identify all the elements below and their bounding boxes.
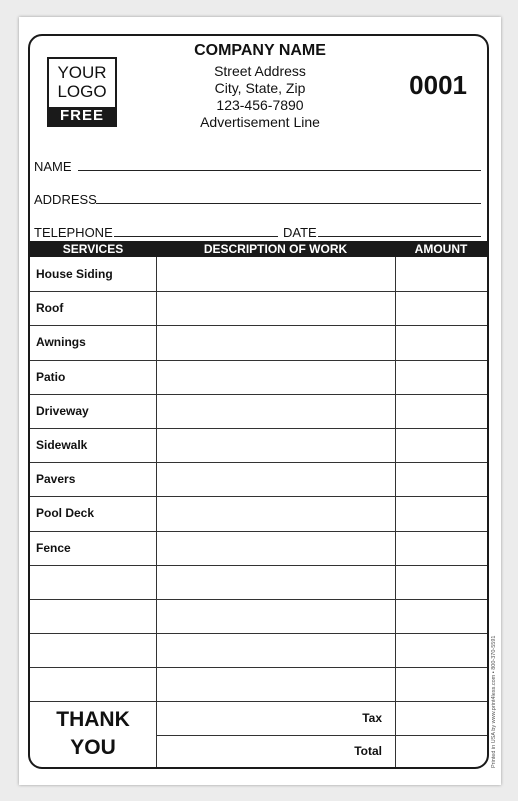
column-divider: [156, 257, 157, 701]
amount-cell[interactable]: [397, 428, 487, 461]
service-label: Roof: [36, 301, 64, 316]
row-divider: [30, 428, 487, 429]
description-cell[interactable]: [158, 291, 394, 324]
description-cell[interactable]: [158, 633, 394, 666]
row-divider: [30, 633, 487, 634]
row-divider: [30, 531, 487, 532]
amount-cell[interactable]: [397, 565, 487, 598]
logo-free-badge: FREE: [49, 107, 115, 125]
company-phone: 123-456-7890: [216, 97, 304, 113]
service-label: Driveway: [36, 403, 89, 418]
service-label: House Siding: [36, 267, 113, 281]
amount-header: AMOUNT: [414, 242, 468, 256]
description-cell[interactable]: [158, 565, 394, 598]
logo-line-1: YOUR: [57, 63, 107, 82]
row-divider: [30, 599, 487, 600]
description-cell[interactable]: [158, 394, 394, 427]
amount-cell[interactable]: [397, 257, 487, 290]
amount-cell[interactable]: [397, 325, 487, 358]
service-label: Pool Deck: [36, 506, 95, 521]
tax-total-divider: [395, 701, 396, 767]
service-label: Sidewalk: [36, 438, 88, 452]
description-cell[interactable]: [158, 257, 394, 290]
service-label: Patio: [36, 369, 66, 384]
thank-text: THANK: [56, 708, 130, 731]
form-number: 0001: [409, 70, 467, 100]
amount-cell[interactable]: [397, 531, 487, 564]
amount-cell[interactable]: [397, 360, 487, 393]
advertisement-line: Advertisement Line: [200, 114, 320, 130]
company-street: Street Address: [214, 63, 306, 79]
telephone-label: TELEPHONE: [34, 225, 113, 240]
table-header: [30, 241, 487, 257]
description-cell[interactable]: [158, 462, 394, 495]
address-label: ADDRESS: [34, 192, 97, 207]
row-divider: [30, 394, 487, 395]
printer-note: Printed in USA by www.print4less.com • 800-370-5591: [491, 635, 497, 768]
services-header: SERVICES: [62, 242, 124, 256]
company-city: City, State, Zip: [214, 80, 306, 96]
thank-divider: [156, 701, 157, 767]
amount-cell[interactable]: [397, 633, 487, 666]
amount-cell[interactable]: [397, 667, 487, 700]
logo-line-2: LOGO: [57, 82, 107, 101]
description-cell[interactable]: [158, 360, 394, 393]
amount-cell[interactable]: [397, 394, 487, 427]
amount-cell[interactable]: [397, 291, 487, 324]
tax-label: Tax: [362, 711, 382, 725]
description-cell[interactable]: [158, 496, 394, 529]
row-divider: [30, 462, 487, 463]
name-line[interactable]: [78, 170, 481, 171]
description-cell[interactable]: [158, 428, 394, 461]
tax-row-line: [156, 735, 487, 736]
amount-cell[interactable]: [397, 462, 487, 495]
date-line[interactable]: [318, 236, 481, 237]
logo-placeholder: [47, 57, 117, 127]
you-text: YOU: [70, 736, 116, 759]
description-cell[interactable]: [158, 531, 394, 564]
amount-cell[interactable]: [397, 496, 487, 529]
footer-top-line: [30, 701, 487, 702]
form-frame: [28, 34, 489, 769]
row-divider: [30, 496, 487, 497]
name-label: NAME: [34, 159, 72, 174]
total-label: Total: [354, 744, 382, 758]
company-name: COMPANY NAME: [194, 42, 326, 59]
service-label: Awnings: [36, 335, 86, 350]
row-divider: [30, 291, 487, 292]
description-cell[interactable]: [158, 325, 394, 358]
row-divider: [30, 325, 487, 326]
date-label: DATE: [283, 225, 317, 240]
description-cell[interactable]: [158, 667, 394, 700]
description-cell[interactable]: [158, 599, 394, 632]
description-header: DESCRIPTION OF WORK: [203, 242, 348, 256]
row-divider: [30, 565, 487, 566]
row-divider: [30, 667, 487, 668]
service-label: Pavers: [36, 472, 76, 487]
address-line[interactable]: [96, 203, 481, 204]
column-divider: [395, 257, 396, 701]
service-label: Fence: [36, 540, 71, 555]
amount-cell[interactable]: [397, 599, 487, 632]
telephone-line[interactable]: [114, 236, 278, 237]
row-divider: [30, 360, 487, 361]
